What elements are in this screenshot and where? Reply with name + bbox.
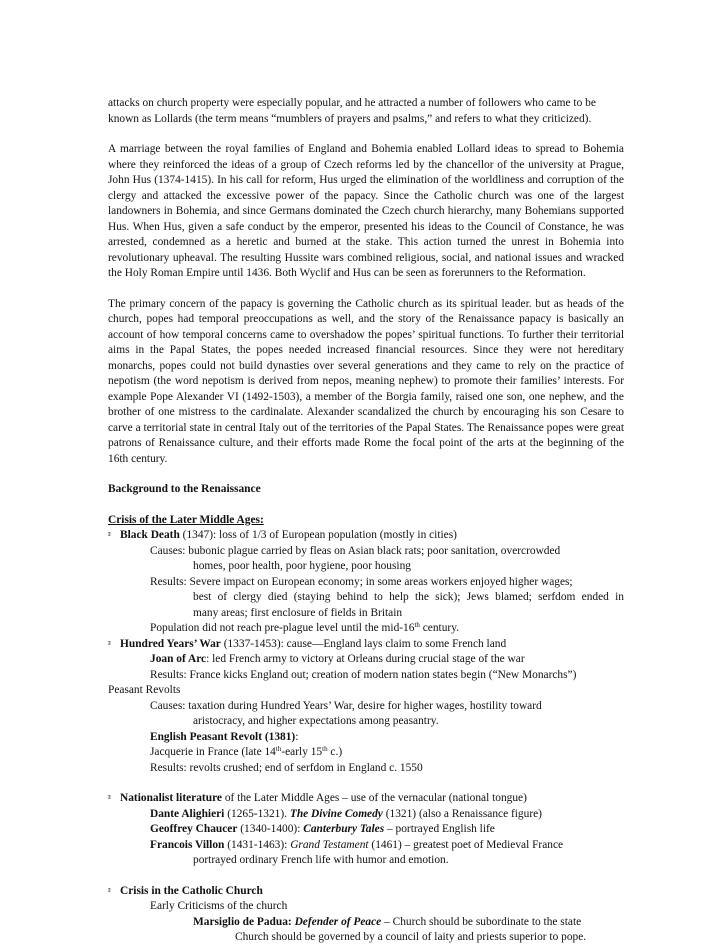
hundred-years-title: Hundred Years’ War [120, 637, 221, 650]
english-revolt-title: English Peasant Revolt (1381) [150, 730, 296, 743]
black-death-summary: (1347): loss of 1/3 of European population (mostly in cities) [179, 529, 457, 541]
black-death-results: Results: Severe impact on European economy; in some areas workers enjoyed higher wages; [150, 575, 573, 588]
villon-name: Francois Villon [150, 838, 225, 851]
black-death-results-cont: best of clergy died (staying behind to help the sick); Jews blamed; serfdom ended in [193, 591, 624, 603]
marsiglio-line [108, 915, 624, 931]
dante-rest: (1321) (also a Renaissance figure) [382, 807, 542, 820]
document-page [108, 96, 624, 946]
paragraph-papacy: The primary concern of the papacy is governing the Catholic church as its spiritual leader. but as heads of the church, popes had temporal preoccupations as well, and the story of the Renaissance papacy is basically an account of how temporal concerns came to overshadow the popes’ spiritual functions. To further their territorial aims in the Papal States, the popes needed increased financial resources. Since they were not hereditary monarchs, popes could not build dynasties over several generations and they came to rely on the practice of nepotism (the word nepotism is derived from nepos, meaning nephew) to promote their families’ interests. For example Pope Alexander VI (1492-1503), a member of the Borgia family, raised one son, one nephew, and the brother of one mistress to the cardinalate. Alexander scandalized the church by encouraging his son Cesare to carve a territorial state in central Italy out of the territories of the Papal States. The Renaissance popes were great patrons of Renaissance culture, and their efforts made Rome the focal point of the arts at the beginning of the 16th century. [108, 297, 624, 465]
villon-line [108, 838, 624, 854]
early-criticisms: Early Criticisms of the church [150, 900, 288, 912]
bullet-glyph: ² [108, 530, 111, 540]
peasant-causes-cont: aristocracy, and higher expectations among peasantry. [193, 715, 439, 727]
bullet-glyph: ² [108, 793, 111, 803]
spacer [108, 869, 624, 884]
jacquerie-sup-1: th [275, 745, 282, 753]
nationalist-title: Nationalist literature [120, 792, 222, 804]
jacquerie [108, 745, 624, 761]
villon-dates: (1431-1463): [224, 838, 291, 851]
black-death-causes: Causes: bubonic plague carried by fleas on Asian black rats; poor sanitation, overcrowded [150, 544, 561, 557]
chaucer-dates: (1340-1400): [237, 823, 304, 835]
english-revolt-colon: : [295, 730, 299, 743]
dante-work: The Divine Comedy [289, 807, 383, 820]
jacquerie-text-mid: -early 15 [281, 746, 323, 758]
marsiglio-work: Defender of Peace [294, 915, 382, 928]
hundred-years-summary: (1337-1453): cause—England lays claim to some French land [220, 637, 507, 650]
bullet-nationalist-literature [108, 791, 624, 807]
peasant-causes: Causes: taxation during Hundred Years’ War, desire for higher wages, hostility toward [150, 699, 542, 712]
villon-rest: (1461) – greatest poet of Medieval France [368, 838, 564, 851]
bullet-black-death [108, 528, 624, 544]
black-death-population [108, 621, 624, 637]
black-death-causes-cont: homes, poor health, poor hygiene, poor housing [193, 560, 411, 572]
joan-of-arc [108, 652, 624, 668]
chaucer-work: Canterbury Tales [303, 823, 385, 835]
marsiglio-rest: – Church should be subordinate to the state [381, 915, 582, 928]
joan-title: Joan of Arc [150, 653, 207, 665]
dante-dates: (1265-1321). [224, 807, 290, 820]
bullet-glyph: ² [108, 638, 111, 649]
chaucer-rest: – portrayed English life [384, 823, 495, 835]
jacquerie-sup-2: th [322, 745, 328, 753]
text-line: known as Lollards (the term means “mumblers of prayers and psalms,” and refers to what they criticized). [108, 112, 592, 125]
bullet-hundred-years-war [108, 637, 624, 653]
chaucer-name: Geoffrey Chaucer [150, 823, 238, 835]
spacer [108, 776, 624, 791]
jacquerie-text-end: c.) [327, 746, 343, 758]
marsiglio-line-cont: Church should be governed by a council of laity and priests superior to pope. [235, 931, 587, 943]
nationalist-summary: of the Later Middle Ages – use of the vernacular (national tongue) [221, 792, 527, 804]
paragraph-hus: A marriage between the royal families of England and Bohemia enabled Lollard ideas to spread to Bohemia where they reinforced the ideas of a group of Czech reforms led by the chancellor of the university at Prague, John Hus (1374-1415). In his call for reform, Hus urged the elimination of the worldliness and corruption of the clergy and attacked the excessive power of the papacy. Since the Catholic church was one of the largest landowners in Bohemia, and since Germans dominated the Czech church hierarchy, many Bohemians supported Hus. When Hus, given a safe conduct by the emperor, presented his ideas to the Council of Constance, he was arrested, condemned as a heretic and burned at the stake. This action turned the unrest in Bohemia into revolutionary upheaval. The resulting Hussite wars combined religious, social, and national issues and wracked the Holy Roman Empire until 1436. Both Wyclif and Hus can be seen as forerunners to the Reformation. [108, 143, 624, 279]
population-text: Population did not reach pre-plague level until the mid-16 [150, 622, 415, 634]
heading-crisis-later-middle-ages: Crisis of the Later Middle Ages: [108, 513, 264, 526]
dante-name: Dante Alighieri [150, 807, 225, 820]
paragraph-lollards [108, 96, 624, 127]
villon-work: Grand Testament [290, 838, 369, 851]
joan-text: : led French army to victory at Orleans during crucial stage of the war [206, 653, 525, 665]
population-text-end: century. [419, 622, 460, 634]
peasant-results: Results: revolts crushed; end of serfdom in England c. 1550 [150, 761, 423, 774]
english-peasant-revolt [108, 730, 624, 746]
heading-background-renaissance: Background to the Renaissance [108, 483, 261, 495]
chaucer-line [108, 822, 624, 838]
bullet-crisis-catholic-church [108, 884, 624, 900]
dante-line [108, 807, 624, 823]
population-sup: th [414, 621, 420, 629]
catholic-title: Crisis in the Catholic Church [120, 884, 263, 897]
black-death-title: Black Death [120, 529, 180, 541]
villon-line-cont: portrayed ordinary French life with humor and emotion. [193, 854, 449, 866]
hundred-years-results: Results: France kicks England out; creation of modern nation states begin (“New Monarchs”) [150, 668, 577, 681]
bullet-glyph: ² [108, 885, 111, 896]
marsiglio-name: Marsiglio de Padua: [193, 915, 295, 928]
peasant-revolts-title: Peasant Revolts [108, 684, 181, 696]
jacquerie-text: Jacquerie in France (late 14 [150, 746, 276, 758]
text-line: attacks on church property were especially popular, and he attracted a number of followers who came to be [108, 97, 596, 109]
black-death-results-cont2: many areas; first enclosure of fields in Britain [193, 606, 403, 619]
